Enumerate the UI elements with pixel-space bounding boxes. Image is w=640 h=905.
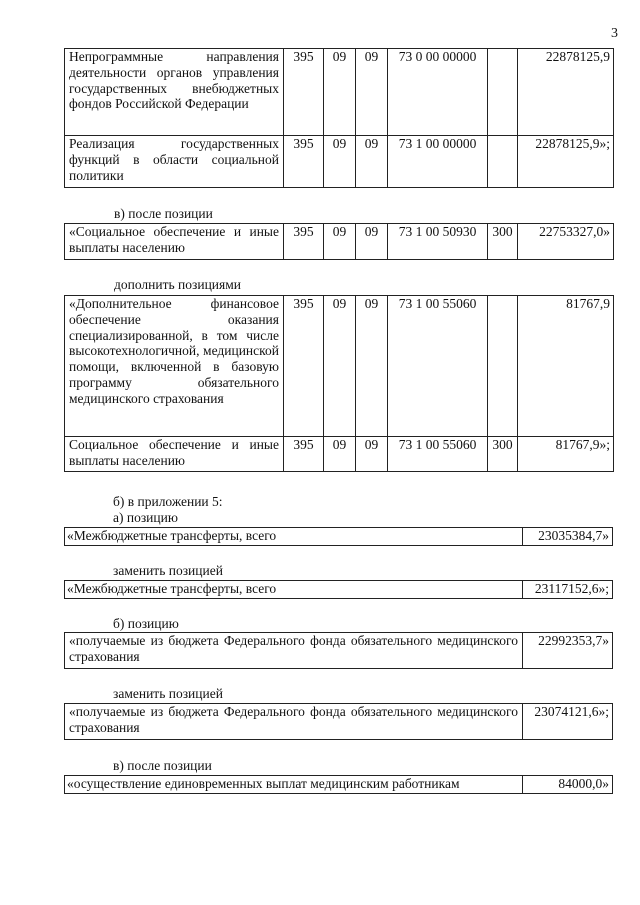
subsection-code: 09: [356, 296, 388, 437]
table-row: [65, 633, 613, 669]
amount: 22878125,9»;: [518, 136, 614, 188]
section-code: 09: [324, 224, 356, 260]
table-row: [65, 49, 614, 136]
amount: 23117152,6»;: [523, 581, 613, 599]
target-article: 73 0 00 00000: [388, 49, 488, 136]
label-after-position-2: в) после позиции: [113, 758, 212, 773]
section-code: 09: [324, 136, 356, 188]
amount: 22878125,9: [518, 49, 614, 136]
section-code: 09: [324, 296, 356, 437]
ministry-code: 395: [284, 136, 324, 188]
position-name: «получаемые из бюджета Федерального фонда обязательного медицинского страхования: [65, 633, 523, 669]
label-appendix-5: б) в приложении 5:: [113, 494, 223, 509]
amount: 23074121,6»;: [523, 704, 613, 740]
label-add-positions: дополнить позициями: [114, 277, 241, 292]
expense-type: [488, 49, 518, 136]
table-row: [65, 528, 613, 546]
section-code: 09: [324, 437, 356, 472]
subsection-code: 09: [356, 136, 388, 188]
amount: 84000,0»: [523, 776, 613, 794]
amount: 81767,9: [518, 296, 614, 437]
box-ffoms-new: [64, 703, 613, 740]
amount: 23035384,7»: [523, 528, 613, 546]
amount: 22753327,0»: [518, 224, 614, 260]
ministry-code: 395: [284, 49, 324, 136]
page-number: 3: [611, 26, 618, 41]
subsection-code: 09: [356, 49, 388, 136]
position-name: Социальное обеспечение и иные выплаты населению: [65, 437, 284, 472]
ministry-code: 395: [284, 437, 324, 472]
table-row: [65, 437, 614, 472]
table-row: [65, 224, 614, 260]
box-interbudget-transfers-new: [64, 580, 613, 599]
amount: 22992353,7»: [523, 633, 613, 669]
subsection-code: 09: [356, 437, 388, 472]
box-medical-payments: [64, 775, 613, 794]
table-budget-positions-2: [64, 223, 614, 260]
position-name: «Межбюджетные трансферты, всего: [65, 528, 523, 546]
position-name: «Межбюджетные трансферты, всего: [65, 581, 523, 599]
subsection-code: 09: [356, 224, 388, 260]
position-name: «получаемые из бюджета Федерального фонда обязательного медицинского страхования: [65, 704, 523, 740]
position-name: «Дополнительное финансовое обеспечение оказания специализированной, в том числе высокотехнологичной, медицинской помощи, включенной в базовую программу обязательного медицинского страхования: [65, 296, 284, 437]
target-article: 73 1 00 00000: [388, 136, 488, 188]
ministry-code: 395: [284, 224, 324, 260]
ministry-code: 395: [284, 296, 324, 437]
table-budget-positions-1: [64, 48, 614, 188]
target-article: 73 1 00 55060: [388, 437, 488, 472]
table-budget-positions-3: [64, 295, 614, 472]
label-position-b: б) позицию: [113, 616, 179, 631]
expense-type: [488, 136, 518, 188]
position-name: Непрограммные направления деятельности органов управления государственных внебюджетных фондов Российской Федерации: [65, 49, 284, 136]
expense-type: [488, 296, 518, 437]
box-interbudget-transfers-old: [64, 527, 613, 546]
position-name: «осуществление единовременных выплат медицинским работникам: [65, 776, 523, 794]
table-row: [65, 296, 614, 437]
table-row: [65, 704, 613, 740]
target-article: 73 1 00 55060: [388, 296, 488, 437]
table-row: [65, 581, 613, 599]
expense-type: 300: [488, 224, 518, 260]
table-row: [65, 136, 614, 188]
target-article: 73 1 00 50930: [388, 224, 488, 260]
position-name: «Социальное обеспечение и иные выплаты населению: [65, 224, 284, 260]
table-row: [65, 776, 613, 794]
position-name: Реализация государственных функций в области социальной политики: [65, 136, 284, 188]
label-position-a: а) позицию: [113, 510, 178, 525]
label-after-position: в) после позиции: [114, 206, 213, 221]
amount: 81767,9»;: [518, 437, 614, 472]
section-code: 09: [324, 49, 356, 136]
label-replace-position-1: заменить позицией: [113, 563, 223, 578]
expense-type: 300: [488, 437, 518, 472]
box-ffoms-old: [64, 632, 613, 669]
label-replace-position-2: заменить позицией: [113, 686, 223, 701]
